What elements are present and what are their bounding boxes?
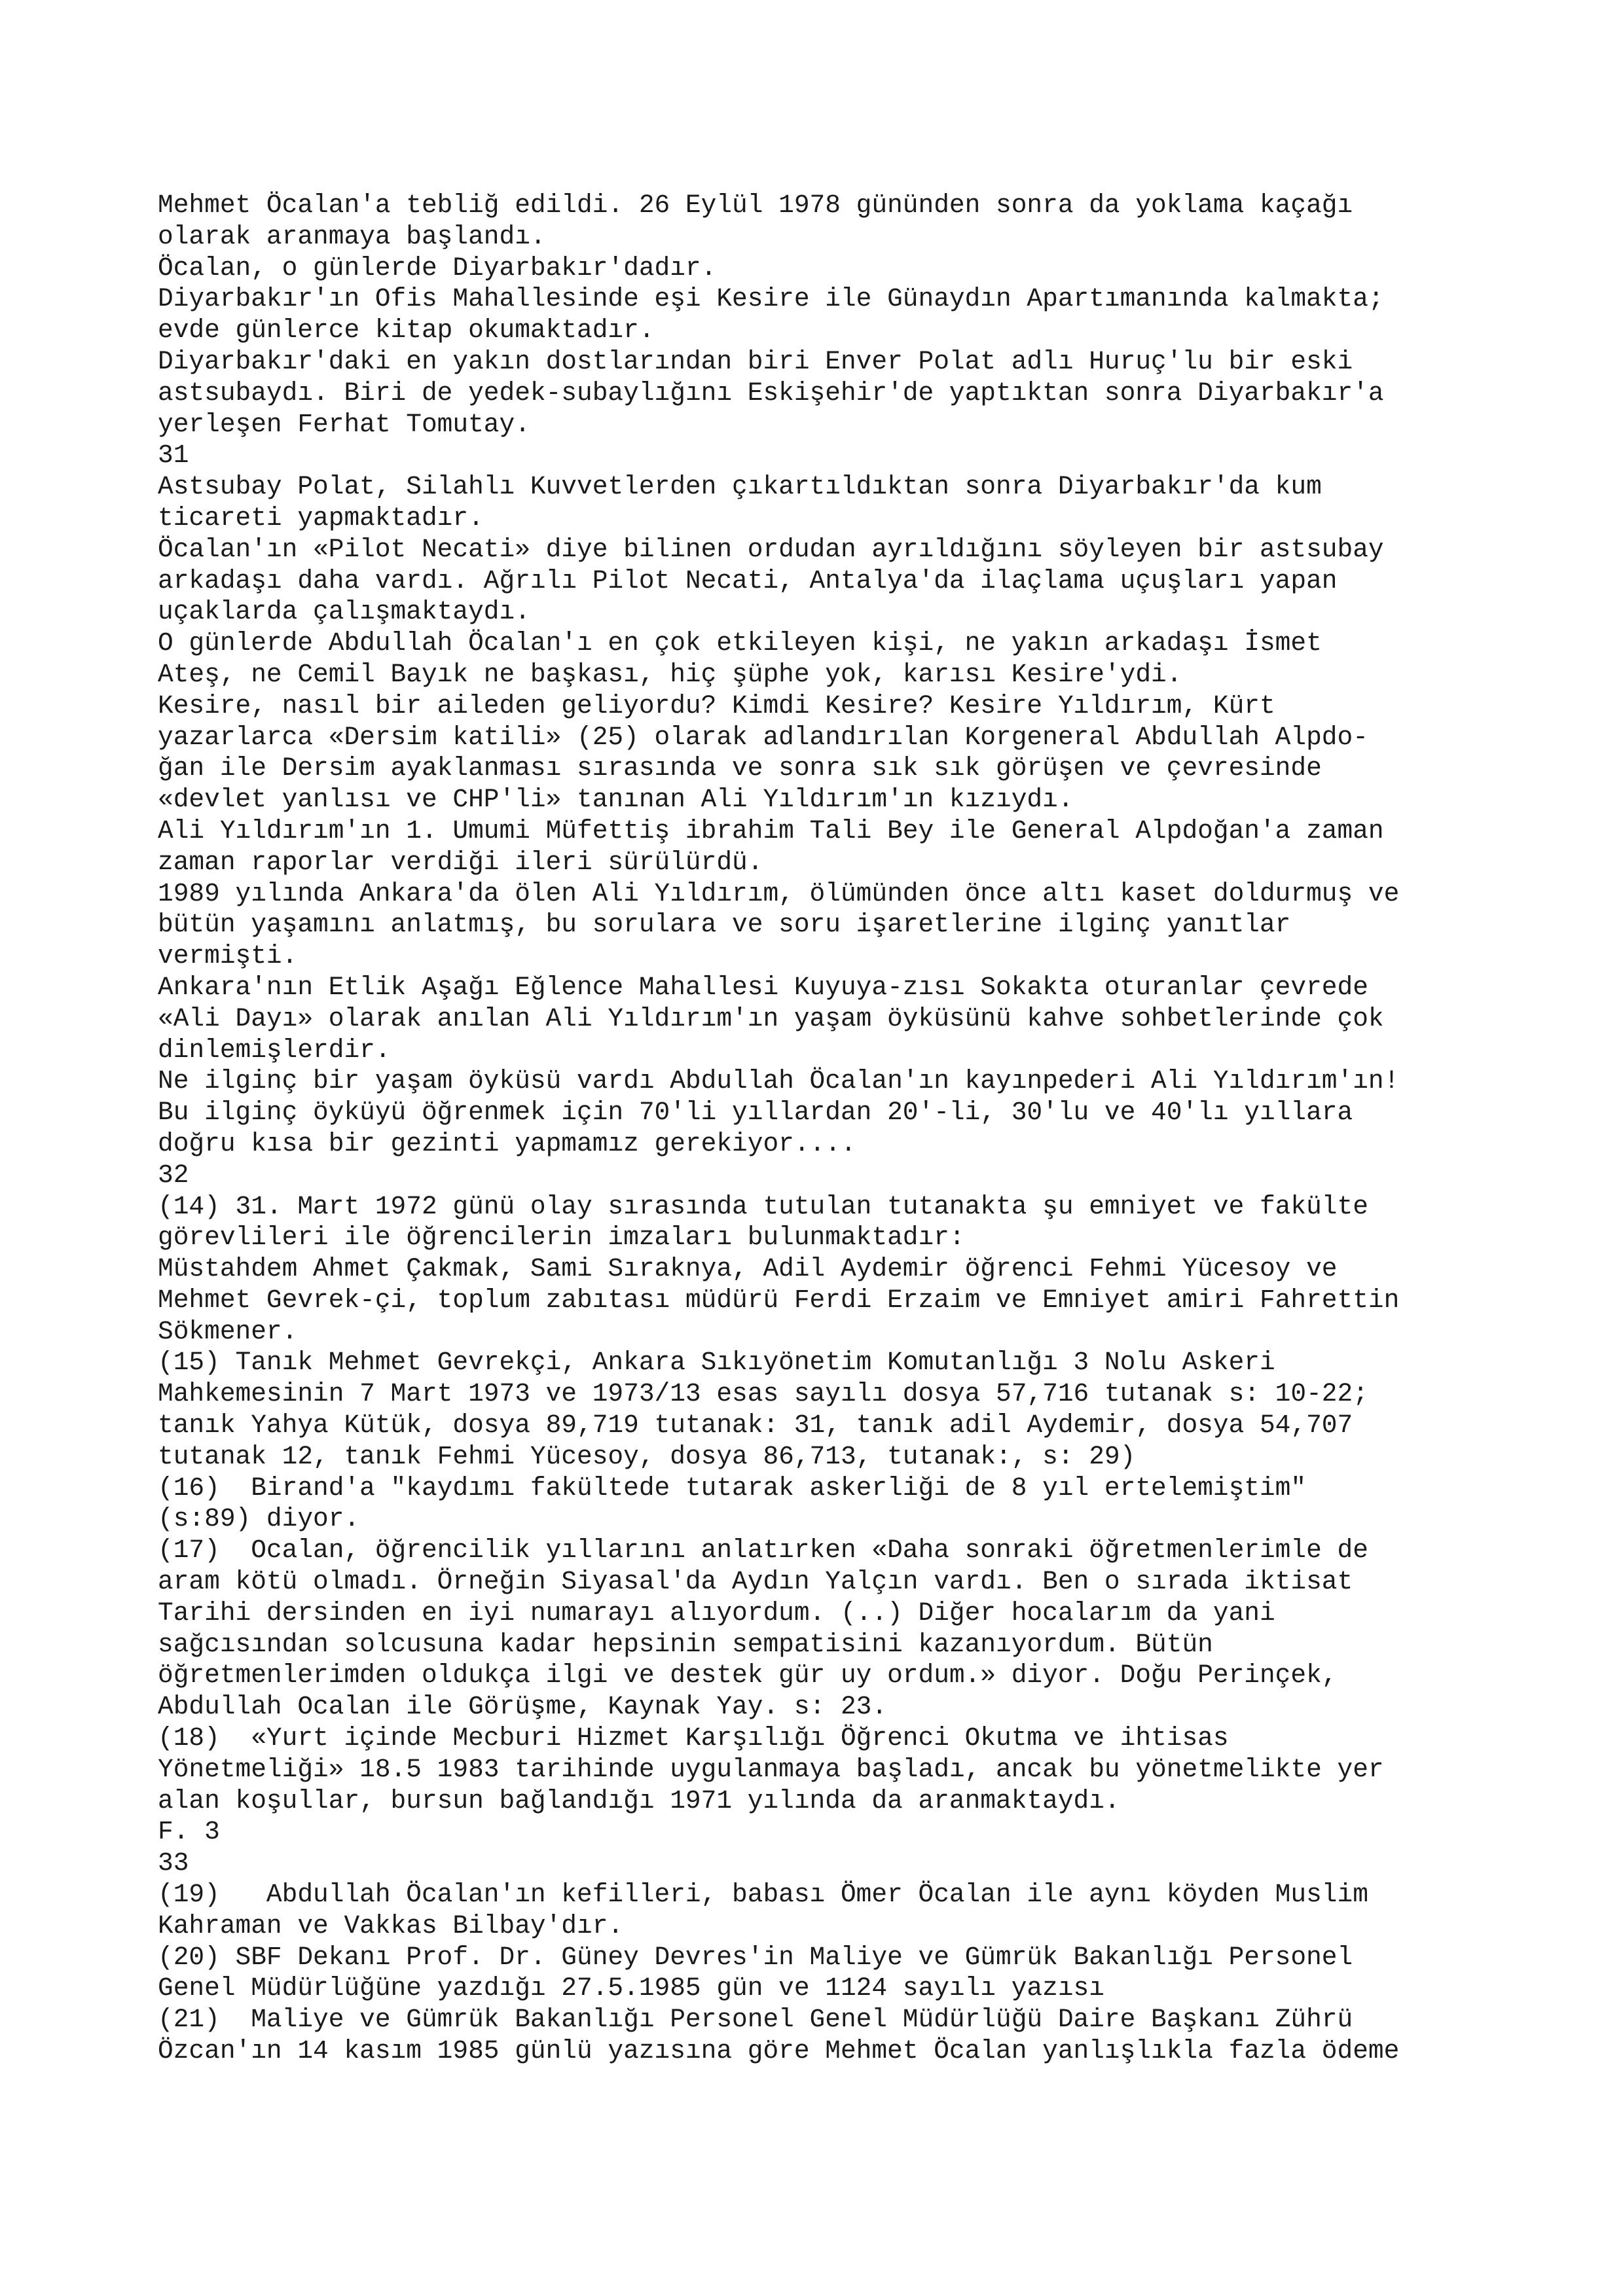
footnote-line: (15) Tanık Mehmet Gevrekçi, Ankara Sıkıyönetim Komutanlığı 3 Nolu Askeri xyxy=(158,1348,1275,1378)
text-line: astsubaydı. Biri de yedek-subaylığını Eskişehir'de yaptıktan sonra Diyarbakır'a xyxy=(158,378,1384,408)
footnote-line: (17) Ocalan, öğrencilik yıllarını anlatırken «Daha sonraki öğretmenlerimle de xyxy=(158,1535,1368,1566)
footnote-line: (14) 31. Mart 1972 günü olay sırasında tutulan tutanakta şu emniyet ve fakülte xyxy=(158,1191,1368,1221)
footnote-line: aram kötü olmadı. Örneğin Siyasal'da Aydın Yalçın vardı. Ben o sırada iktisat xyxy=(158,1567,1353,1597)
footnote-line: Müstahdem Ahmet Çakmak, Sami Sıraknya, Adil Aydemir öğrenci Fehmi Yücesoy ve xyxy=(158,1254,1338,1284)
text-line: Ateş, ne Cemil Bayık ne başkası, hiç şüphe yok, karısı Kesire'ydi. xyxy=(158,659,1182,689)
text-line: Mehmet Öcalan'a tebliğ edildi. 26 Eylül 1978 gününden sonra da yoklama kaçağı xyxy=(158,190,1353,220)
text-line: uçaklarda çalışmaktaydı. xyxy=(158,597,530,627)
footnote-line: (18) «Yurt içinde Mecburi Hizmet Karşılığı Öğrenci Okutma ve ihtisas xyxy=(158,1723,1229,1753)
text-line: O günlerde Abdullah Öcalan'ı en çok etkileyen kişi, ne yakın arkadaşı İsmet xyxy=(158,628,1322,658)
footnote-line: alan koşullar, bursun bağlandığı 1971 yılında da aranmaktaydı. xyxy=(158,1785,1120,1816)
text-line: Ankara'nın Etlik Aşağı Eğlence Mahallesi Kuyuya-zısı Sokakta oturanlar çevrede xyxy=(158,972,1368,1002)
footnote-line: Mehmet Gevrek-çi, toplum zabıtası müdürü Ferdi Erzaim ve Emniyet amiri Fahrettin xyxy=(158,1285,1400,1315)
text-line: Bu ilginç öyküyü öğrenmek için 70'li yıllardan 20'-li, 30'lu ve 40'lı yıllara xyxy=(158,1098,1353,1128)
text-line: doğru kısa bir gezinti yapmamız gerekiyor.... xyxy=(158,1128,856,1158)
footnote-line: (21) Maliye ve Gümrük Bakanlığı Personel Genel Müdürlüğü Daire Başkanı Zührü xyxy=(158,2005,1353,2035)
text-line: Astsubay Polat, Silahlı Kuvvetlerden çıkartıldıktan sonra Diyarbakır'da kum xyxy=(158,472,1322,502)
footnote-line: (20) SBF Dekanı Prof. Dr. Güney Devres'in Maliye ve Gümrük Bakanlığı Personel xyxy=(158,1942,1353,1972)
text-line: Öcalan'ın «Pilot Necati» diye bilinen ordudan ayrıldığını söyleyen bir astsubay xyxy=(158,534,1384,564)
footnote-line: Sökmener. xyxy=(158,1316,298,1346)
text-line: 1989 yılında Ankara'da ölen Ali Yıldırım, ölümünden önce altı kaset doldurmuş ve xyxy=(158,878,1400,908)
footnote-line: Tarihi dersinden en iyi numarayı alıyordum. (..) Diğer hocalarım da yani xyxy=(158,1598,1275,1628)
text-line: olarak aranmaya başlandı. xyxy=(158,221,546,251)
text-line: vermişti. xyxy=(158,941,298,971)
footnote-line: (s:89) diyor. xyxy=(158,1504,360,1534)
signature-mark: 33 xyxy=(158,1848,189,1878)
page-number: (19) Abdullah Öcalan'ın kefilleri, babası Ömer Öcalan ile aynı köyden Muslim xyxy=(158,1880,1368,1910)
text-line: bütün yaşamını anlatmış, bu sorulara ve soru işaretlerine ilginç yanıtlar xyxy=(158,910,1291,940)
footnote-line: Özcan'ın 14 kasım 1985 günlü yazısına göre Mehmet Öcalan yanlışlıkla fazla ödeme xyxy=(158,2036,1400,2066)
footnote-line: tanık Yahya Kütük, dosya 89,719 tutanak: 31, tanık adil Aydemir, dosya 54,707 xyxy=(158,1410,1353,1441)
text-line: Diyarbakır'daki en yakın dostlarından biri Enver Polat adlı Huruç'lu bir eski xyxy=(158,346,1353,376)
footnote-line: Yönetmeliği» 18.5 1983 tarihinde uygulanmaya başladı, ancak bu yönetmelikte yer xyxy=(158,1754,1384,1784)
footnote-line: görevlileri ile öğrencilerin imzaları bulunmaktadır: xyxy=(158,1223,965,1253)
text-line: ticareti yapmaktadır. xyxy=(158,503,484,533)
footnote-line: Kahraman ve Vakkas Bilbay'dır. xyxy=(158,1910,624,1941)
text-line: Ali Yıldırım'ın 1. Umumi Müfettiş ibrahim Tali Bey ile General Alpdoğan'a zaman xyxy=(158,816,1384,846)
text-line: arkadaşı daha vardı. Ağrılı Pilot Necati, Antalya'da ilaçlama uçuşları yapan xyxy=(158,565,1338,596)
footnote-line: Genel Müdürlüğüne yazdığı 27.5.1985 gün ve 1124 sayılı yazısı xyxy=(158,1973,1104,2003)
text-line: «Ali Dayı» olarak anılan Ali Yıldırım'ın yaşam öyküsünü kahve sohbetlerinde çok xyxy=(158,1003,1384,1033)
text-line: yerleşen Ferhat Tomutay. xyxy=(158,409,530,439)
text-line: Kesire, nasıl bir aileden geliyordu? Kimdi Kesire? Kesire Yıldırım, Kürt xyxy=(158,691,1275,721)
footnote-line: (16) Birand'a "kaydımı fakültede tutarak askerliği de 8 yıl ertelemiştim" xyxy=(158,1473,1307,1503)
text-line: zaman raporlar verdiği ileri sürülürdü. xyxy=(158,847,763,877)
footnote-line: sağcısından solcusuna kadar hepsinin sempatisini kazanıyordum. Bütün xyxy=(158,1629,1213,1659)
footnote-line: F. 3 xyxy=(158,1817,220,1847)
text-line: dinlemişlerdir. xyxy=(158,1035,391,1065)
text-line: evde günlerce kitap okumaktadır. xyxy=(158,315,655,346)
page-number: 32 xyxy=(158,1160,189,1190)
footnote-line: öğretmenlerimden oldukça ilgi ve destek gür uy ordum.» diyor. Doğu Perinçek, xyxy=(158,1660,1338,1691)
footnote-line: tutanak 12, tanık Fehmi Yücesoy, dosya 86,713, tutanak:, s: 29) xyxy=(158,1441,1136,1471)
text-line: ğan ile Dersim ayaklanması sırasında ve sonra sık sık görüşen ve çevresinde xyxy=(158,753,1322,783)
document-page xyxy=(158,190,1605,2098)
text-line: Ne ilginç bir yaşam öyküsü vardı Abdullah Öcalan'ın kayınpederi Ali Yıldırım'ın! xyxy=(158,1066,1400,1096)
footnote-line xyxy=(158,2067,1605,2098)
text-line: Diyarbakır'ın Ofis Mahallesinde eşi Kesire ile Günaydın Apartımanında kalmakta; xyxy=(158,284,1384,314)
text-line: yazarlarca «Dersim katili» (25) olarak adlandırılan Korgeneral Abdullah Alpdo- xyxy=(158,722,1368,752)
text-line: Öcalan, o günlerde Diyarbakır'dadır. xyxy=(158,253,717,283)
footnote-line: Mahkemesinin 7 Mart 1973 ve 1973/13 esas sayılı dosya 57,716 tutanak s: 10-22; xyxy=(158,1379,1368,1409)
text-line: «devlet yanlısı ve CHP'li» tanınan Ali Yıldırım'ın kızıydı. xyxy=(158,785,1074,815)
footnote-line: Abdullah Ocalan ile Görüşme, Kaynak Yay. s: 23. xyxy=(158,1692,888,1722)
page-number: 31 xyxy=(158,440,189,471)
